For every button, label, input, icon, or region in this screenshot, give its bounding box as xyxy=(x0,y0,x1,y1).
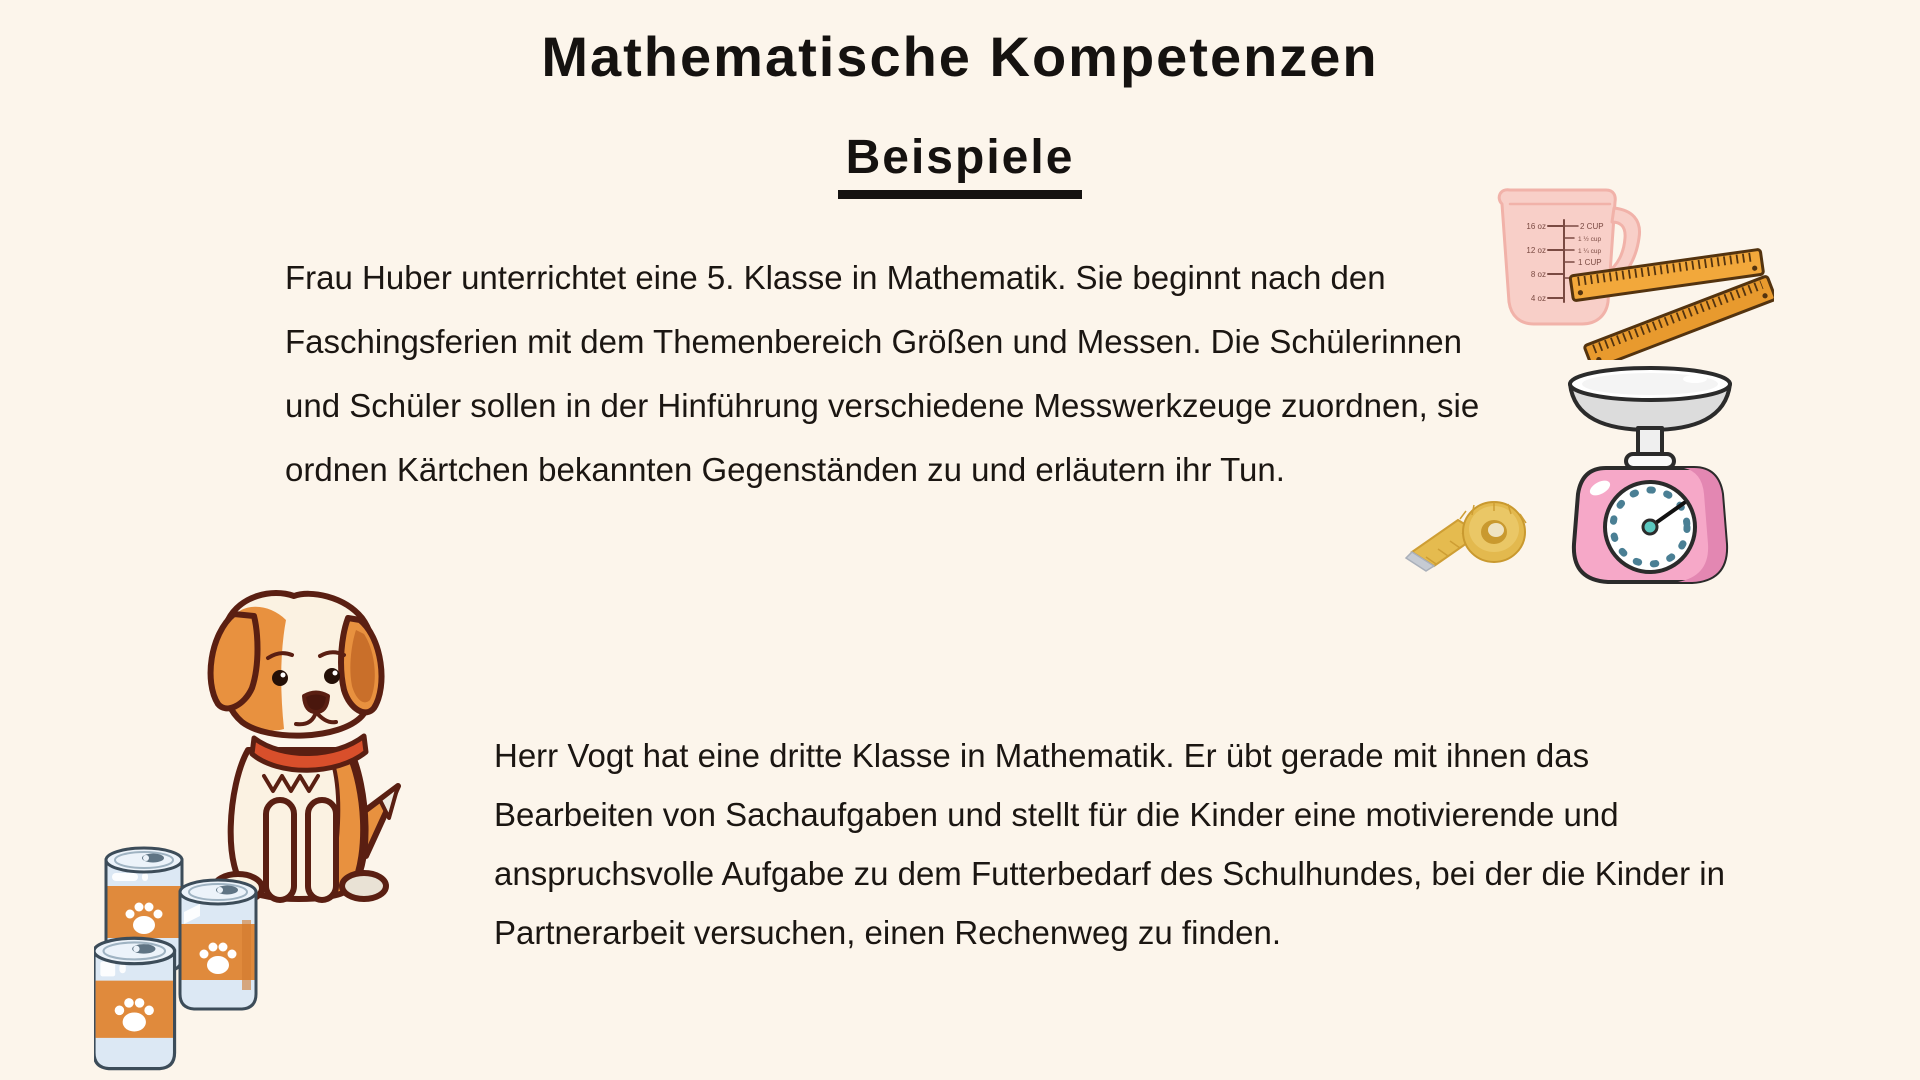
paragraph-line: Partnerarbeit versuchen, einen Rechenweg zu finden. xyxy=(494,914,1281,951)
cup-label: 4 oz xyxy=(1530,294,1546,303)
paragraph-line: und Schüler sollen in der Hinführung verschiedene Messwerkzeuge zuordnen, sie xyxy=(285,387,1480,424)
cup-label: 2 CUP xyxy=(1580,222,1604,231)
paragraph-frau-huber xyxy=(285,246,1479,502)
cup-label: 16 oz xyxy=(1526,222,1546,231)
crossed-rulers-illustration xyxy=(1562,230,1774,360)
page-subtitle: Beispiele xyxy=(838,130,1083,199)
paragraph-herr-vogt xyxy=(494,726,1725,962)
paragraph-line: Bearbeiten von Sachaufgaben und stellt für die Kinder eine motivierende und xyxy=(494,796,1619,833)
cup-label: 1 ¼ cup xyxy=(1578,248,1602,255)
cup-label: 8 oz xyxy=(1530,270,1546,279)
paragraph-line: Frau Huber unterrichtet eine 5. Klasse in Mathematik. Sie beginnt nach den xyxy=(285,259,1386,296)
paragraph-line: ordnen Kärtchen bekannten Gegenständen zu und erläutern ihr Tun. xyxy=(285,451,1285,488)
cup-label: 1 CUP xyxy=(1578,258,1602,267)
kitchen-scale-illustration xyxy=(1560,362,1740,587)
cup-label: 12 oz xyxy=(1526,246,1546,255)
dog-food-cans-illustration xyxy=(94,838,264,1073)
paragraph-line: Faschingsferien mit dem Themenbereich Größen und Messen. Die Schülerinnen xyxy=(285,323,1462,360)
paragraph-line: anspruchsvolle Aufgabe zu dem Futterbedarf des Schulhundes, bei der die Kinder in xyxy=(494,855,1725,892)
measuring-tape-illustration xyxy=(1404,492,1532,576)
paragraph-line: Herr Vogt hat eine dritte Klasse in Mathematik. Er übt gerade mit ihnen das xyxy=(494,737,1590,774)
cup-label: 1 ½ cup xyxy=(1578,236,1602,243)
page-title: Mathematische Kompetenzen xyxy=(541,25,1379,88)
